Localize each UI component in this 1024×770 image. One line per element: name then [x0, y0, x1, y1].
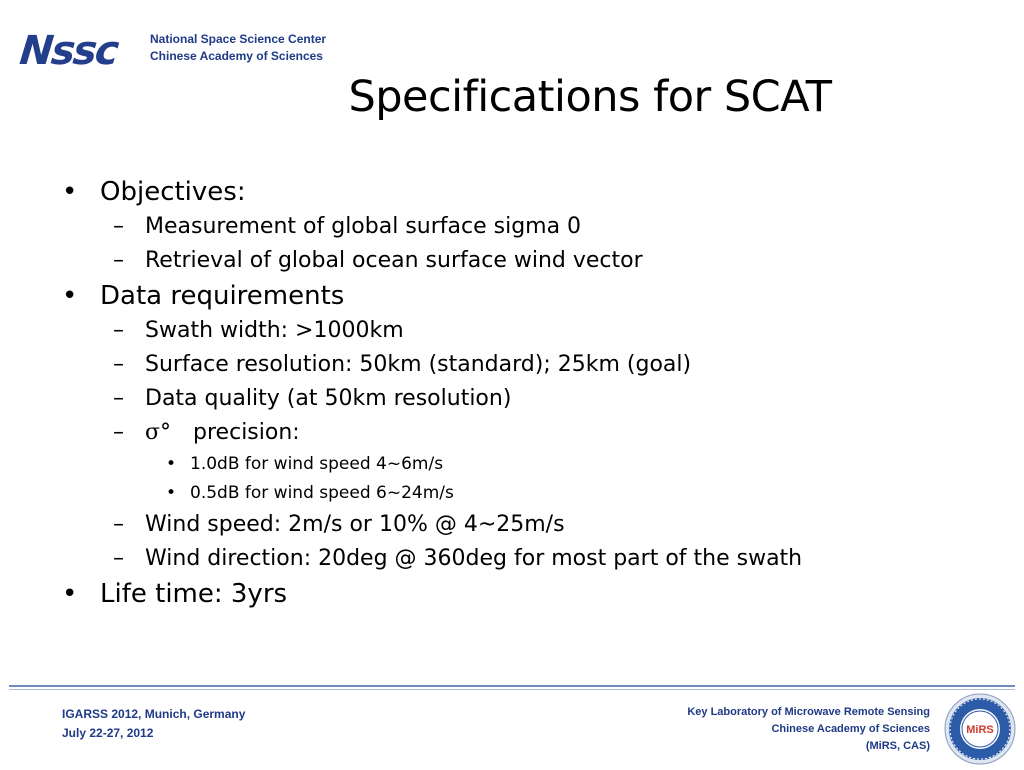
bullet-lifetime	[0, 576, 1024, 612]
lab-academy: Chinese Academy of Sciences	[771, 723, 930, 735]
org-line-2: Chinese Academy of Sciences	[150, 49, 323, 63]
lab-abbreviation: (MiRS, CAS)	[865, 740, 930, 752]
bullet-marker: •	[62, 281, 78, 311]
sub-sub-item-text: 0.5dB for wind speed 6~24m/s	[190, 483, 454, 503]
lab-name: Key Laboratory of Microwave Remote Sensing	[687, 706, 930, 718]
bullet-data-requirements	[0, 278, 1024, 314]
bullet-marker: •	[166, 483, 177, 503]
dash-marker: –	[113, 248, 124, 273]
sub-item-text: Data quality (at 50km resolution)	[145, 386, 512, 411]
slide-body	[0, 174, 1024, 612]
mirs-seal-icon	[944, 693, 1016, 765]
dash-marker: –	[113, 420, 124, 445]
bullet-text: Objectives:	[100, 177, 246, 207]
dash-marker: –	[113, 352, 124, 377]
bullet-marker: •	[62, 177, 78, 207]
sub-sub-item-text: 1.0dB for wind speed 4~6m/s	[190, 454, 444, 474]
sub-sub-item-prec1	[0, 450, 1024, 479]
logo-text: Nssc	[17, 28, 120, 74]
dash-marker: –	[113, 214, 124, 239]
sub-item-text: Measurement of global surface sigma 0	[145, 214, 582, 239]
footer-divider	[9, 685, 1015, 687]
sigma-symbol: σ°	[145, 420, 172, 445]
dash-marker: –	[113, 318, 124, 343]
bullet-marker: •	[166, 454, 177, 474]
conference-date: July 22-27, 2012	[62, 726, 154, 740]
bullet-text: Life time: 3yrs	[100, 579, 288, 609]
dash-marker: –	[113, 386, 124, 411]
organization-name	[150, 31, 326, 65]
sub-item-resolution	[0, 348, 1024, 382]
bullet-objectives	[0, 174, 1024, 210]
bullet-text: Data requirements	[100, 281, 345, 311]
conference-info	[62, 705, 245, 743]
org-line-1: National Space Science Center	[150, 32, 327, 46]
sub-item-swath	[0, 314, 1024, 348]
sub-item-retrieval	[0, 244, 1024, 278]
slide-title: Specifications for SCAT	[348, 72, 832, 122]
sub-item-wind-direction	[0, 542, 1024, 576]
footer-divider-thin	[9, 689, 1015, 690]
dash-marker: –	[113, 546, 124, 571]
sub-item-text: precision:	[193, 420, 300, 445]
sub-item-text: Swath width: >1000km	[145, 318, 404, 343]
bullet-marker: •	[62, 579, 78, 609]
dash-marker: –	[113, 512, 124, 537]
sub-sub-item-prec2	[0, 479, 1024, 508]
sub-item-text: Retrieval of global ocean surface wind vector	[145, 248, 643, 273]
sub-item-text: Wind speed: 2m/s or 10% @ 4~25m/s	[145, 512, 565, 537]
conference-name: IGARSS 2012, Munich, Germany	[62, 707, 246, 721]
lab-info	[687, 704, 930, 755]
sub-item-text: Surface resolution: 50km (standard); 25km (goal)	[145, 352, 692, 377]
sub-item-sigma-precision	[0, 416, 1024, 450]
sub-item-measurement	[0, 210, 1024, 244]
sub-item-quality	[0, 382, 1024, 416]
nssc-logo	[17, 28, 132, 74]
sub-item-wind-speed	[0, 508, 1024, 542]
sub-item-text: Wind direction: 20deg @ 360deg for most part of the swath	[145, 546, 803, 571]
seal-text: MiRS	[966, 724, 994, 736]
